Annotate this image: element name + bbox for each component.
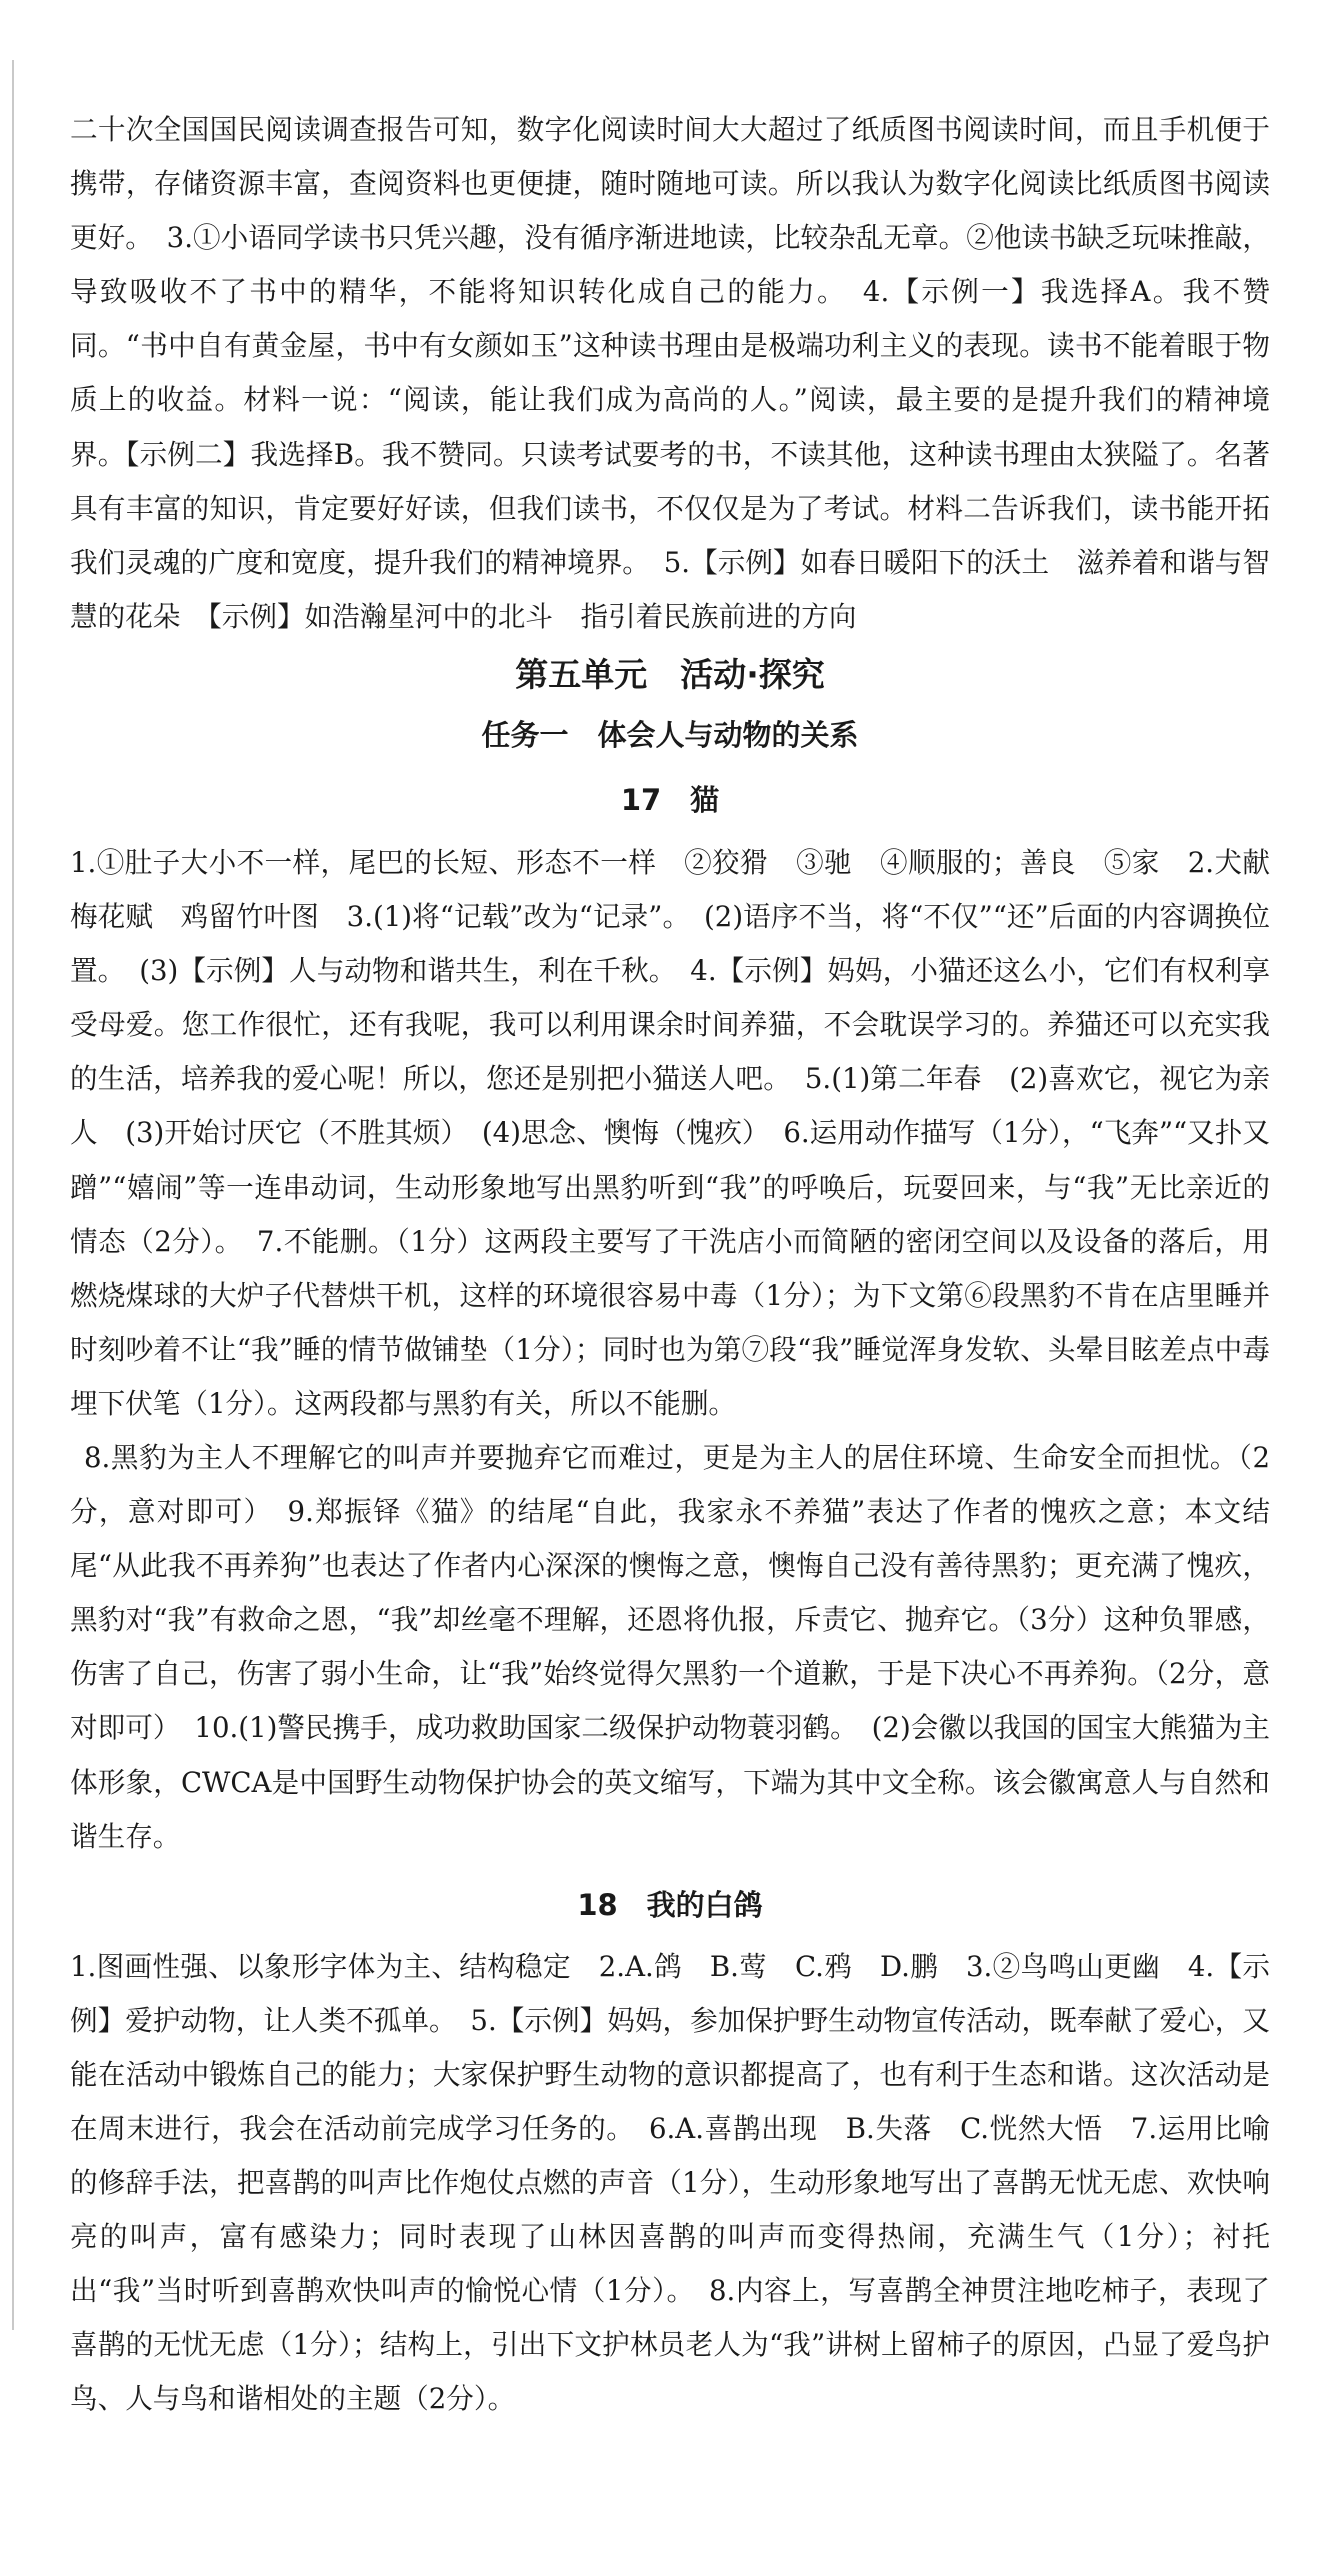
lesson-17-paragraph-2: 8.黑豹为主人不理解它的叫声并要抛弃它而难过，更是为主人的居住环境、生命安全而担忧。（2分，意对即可） 9.郑振铎《猫》的结尾“自此，我家永不养猫”表达了作者的愧疚之意；本文结尾“从此我不再养狗”也表达了作者内心深深的懊悔之意，懊悔自己没有善待黑豹；更充满了愧疚，黑豹对“我”有救命之恩，“我”却丝毫不理解，还恩将仇报，斥责它、抛弃它。（3分）这种负罪感，伤害了自己，伤害了弱小生命，让“我”始终觉得欠黑豹一个道歉，于是下决心不再养狗。（2分，意对即可） 10.(1)警民携手，成功救助国家二级保护动物蓑羽鹤。 (2)会徽以我国的国宝大熊猫为主体形象，CWCA是中国野生动物保护协会的英文缩写，下端为其中文全称。该会徽寓意人与自然和谐生存。 [70, 1440, 1270, 1853]
unit-title: 第五单元 活动·探究 [515, 654, 825, 694]
lesson-18-title: 18 我的白鸽 [577, 1887, 763, 1922]
binding-line [12, 60, 14, 2330]
answer-content [70, 103, 1270, 2427]
intro-paragraph: 二十次全国国民阅读调查报告可知，数字化阅读时间大大超过了纸质图书阅读时间，而且手机便于携带，存储资源丰富，查阅资料也更便捷，随时随地可读。所以我认为数字化阅读比纸质图书阅读更好。 3.①小语同学读书只凭兴趣，没有循序渐进地读，比较杂乱无章。②他读书缺乏玩味推敲，导致吸收不了书中的精华，不能将知识转化成自己的能力。 4.【示例一】我选择A。我不赞同。“书中自有黄金屋，书中有女颜如玉”这种读书理由是极端功利主义的表现。读书不能着眼于物质上的收益。材料一说：“阅读，能让我们成为高尚的人。”阅读，最主要的是提升我们的精神境界。【示例二】我选择B。我不赞同。只读考试要考的书，不读其他，这种读书理由太狭隘了。名著具有丰富的知识，肯定要好好读，但我们读书，不仅仅是为了考试。材料二告诉我们，读书能开拓我们灵魂的广度和宽度，提升我们的精神境界。 5.【示例】如春日暖阳下的沃土 滋养着和谐与智慧的花朵 【示例】如浩瀚星河中的北斗 指引着民族前进的方向 [70, 113, 1270, 633]
lesson-17-paragraph-1: 1.①肚子大小不一样，尾巴的长短、形态不一样 ②狡猾 ③驰 ④顺服的；善良 ⑤家 2.犬献梅花赋 鸡留竹叶图 3.(1)将“记载”改为“记录”。 (2)语序不当，将“不仅”“还”后面的内容调换位置。 (3)【示例】人与动物和谐共生，利在千秋。 4.【示例】妈妈，小猫还这么小，它们有权利享受母爱。您工作很忙，还有我呢，我可以利用课余时间养猫，不会耽误学习的。养猫还可以充实我的生活，培养我的爱心呢！所以，您还是别把小猫送人吧。 5.(1)第二年春 (2)喜欢它，视它为亲人 (3)开始讨厌它（不胜其烦） (4)思念、懊悔（愧疚） 6.运用动作描写（1分），“飞奔”“又扑又蹭”“嬉闹”等一连串动词，生动形象地写出黑豹听到“我”的呼唤后，玩耍回来，与“我”无比亲近的情态（2分）。 7.不能删。（1分）这两段主要写了干洗店小而简陋的密闭空间以及设备的落后，用燃烧煤球的大炉子代替烘干机，这样的环境很容易中毒（1分）；为下文第⑥段黑豹不肯在店里睡并时刻吵着不让“我”睡的情节做铺垫（1分）；同时也为第⑦段“我”睡觉浑身发软、头晕目眩差点中毒埋下伏笔（1分）。这两段都与黑豹有关，所以不能删。 [70, 845, 1270, 1420]
lesson-18-paragraph: 1.图画性强、以象形字体为主、结构稳定 2.A.鸽 B.莺 C.鸦 D.鹏 3.②鸟鸣山更幽 4.【示例】爱护动物，让人类不孤单。 5.【示例】妈妈，参加保护野生动物宣传活动，既奉献了爱心，又能在活动中锻炼自己的能力；大家保护野生动物的意识都提高了，也有利于生态和谐。这次活动是在周末进行，我会在活动前完成学习任务的。 6.A.喜鹊出现 B.失落 C.恍然大悟 7.运用比喻的修辞手法，把喜鹊的叫声比作炮仗点燃的声音（1分），生动形象地写出了喜鹊无忧无虑、欢快响亮的叫声，富有感染力；同时表现了山林因喜鹊的叫声而变得热闹，充满生气（1分）；衬托出“我”当时听到喜鹊欢快叫声的愉悦心情（1分）。 8.内容上，写喜鹊全神贯注地吃柿子，表现了喜鹊的无忧无虑（1分）；结构上，引出下文护林员老人为“我”讲树上留柿子的原因，凸显了爱鸟护鸟、人与鸟和谐相处的主题（2分）。 [70, 1949, 1270, 2416]
task-title: 任务一 体会人与动物的关系 [481, 717, 859, 752]
lesson-17-title: 17 猫 [620, 782, 720, 817]
